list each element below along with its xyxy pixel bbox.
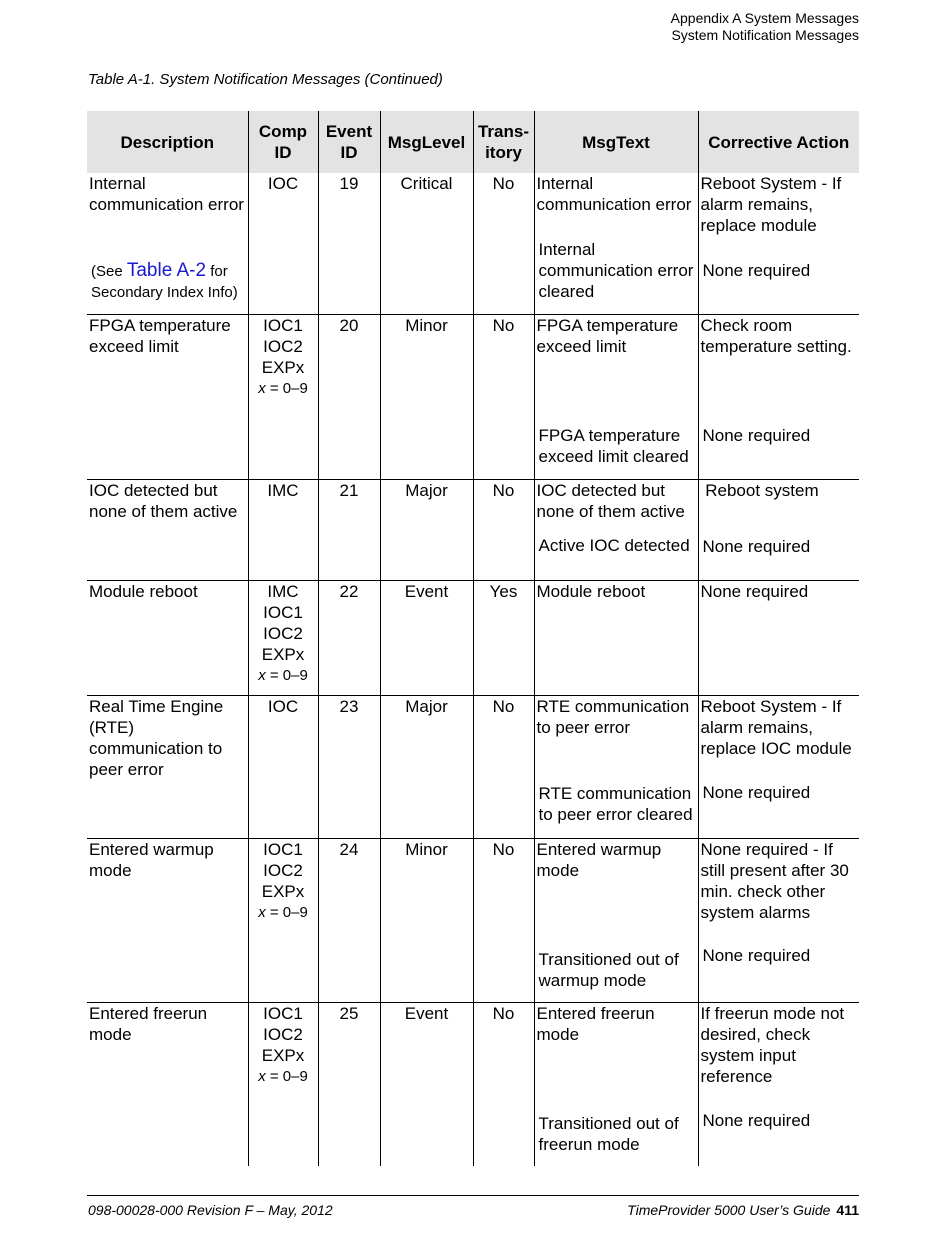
running-header-section: System Notification Messages xyxy=(671,27,859,43)
msglevel-cell: Major xyxy=(380,479,473,580)
action-cell xyxy=(698,695,859,838)
event-id-cell: 24 xyxy=(318,838,380,1002)
msgtext-clear: Internal communication error cleared xyxy=(538,240,694,301)
running-header-chapter: Appendix A System Messages xyxy=(670,10,859,26)
msgtext-cell xyxy=(534,173,698,314)
transitory-cell: Yes xyxy=(473,580,534,695)
msglevel-cell: Event xyxy=(380,1002,473,1166)
col-header-msgtext: MsgText xyxy=(534,111,698,173)
col-header-comp-id: Comp ID xyxy=(248,111,318,173)
range-note: x = 0–9 xyxy=(258,903,308,921)
action-set: If freerun mode not desired, check system input reference xyxy=(700,1003,845,1086)
msgtext-set: Entered warmup mode xyxy=(536,839,662,880)
msgtext-cell xyxy=(534,479,698,580)
transitory-cell: No xyxy=(473,695,534,838)
action-clear: None required xyxy=(702,945,811,965)
table-row xyxy=(87,1002,859,1166)
msgtext-set: Entered freerun mode xyxy=(536,1003,655,1044)
event-id-cell: 19 xyxy=(318,173,380,314)
action-set: None required - If still present after 30 min. check other system alarms xyxy=(700,839,849,922)
transitory-cell: No xyxy=(473,173,534,314)
action-cell: None required xyxy=(698,580,859,695)
range-note: x = 0–9 xyxy=(258,379,308,397)
action-clear: None required xyxy=(702,782,811,802)
comp-id-cell: IOC1 IOC2 EXPx x = 0–9 xyxy=(248,1002,318,1166)
footer-rule xyxy=(87,1195,859,1196)
description-cell: Module reboot xyxy=(87,580,248,695)
col-header-event-id: Event ID xyxy=(318,111,380,173)
table-row xyxy=(87,173,859,314)
table-header-row xyxy=(87,111,859,173)
comp-id-cell: IOC1 IOC2 EXPx x = 0–9 xyxy=(248,838,318,1002)
description-cell: Real Time Engine (RTE) communication to peer error xyxy=(87,695,248,838)
comp-id-cell: IOC1 IOC2 EXPx x = 0–9 xyxy=(248,314,318,479)
action-set: Reboot System - If alarm remains, replace module xyxy=(700,174,842,235)
see-note: (See Table A-2 for Secondary Index Info) xyxy=(91,260,238,301)
action-clear: None required xyxy=(702,425,811,445)
action-cell xyxy=(698,838,859,1002)
event-id-cell: 25 xyxy=(318,1002,380,1166)
msgtext-clear: Active IOC detected xyxy=(538,535,690,555)
col-header-corrective-action: Corrective Action xyxy=(698,111,859,173)
action-cell xyxy=(698,479,859,580)
msgtext-cell xyxy=(534,838,698,1002)
action-cell xyxy=(698,1002,859,1166)
event-id-cell: 23 xyxy=(318,695,380,838)
msgtext-set: Internal communication error xyxy=(536,174,692,214)
msgtext-cell xyxy=(534,314,698,479)
msgtext-clear: FPGA temperature exceed limit cleared xyxy=(538,425,689,466)
range-note: x = 0–9 xyxy=(258,1067,308,1085)
action-cell xyxy=(698,314,859,479)
range-note: x = 0–9 xyxy=(258,666,308,684)
table-row xyxy=(87,695,859,838)
msgtext-cell xyxy=(534,695,698,838)
transitory-cell: No xyxy=(473,1002,534,1166)
transitory-cell: No xyxy=(473,479,534,580)
action-clear: None required xyxy=(702,261,811,280)
table-row xyxy=(87,838,859,1002)
event-id-cell: 22 xyxy=(318,580,380,695)
event-id-cell: 20 xyxy=(318,314,380,479)
table-a-2-link[interactable]: Table A-2 xyxy=(126,260,207,281)
table-row xyxy=(87,314,859,479)
msgtext-set: FPGA temperature exceed limit xyxy=(536,315,679,356)
col-header-description: Description xyxy=(87,111,248,173)
msgtext-cell: Module reboot xyxy=(534,580,698,695)
transitory-cell: No xyxy=(473,314,534,479)
table-row xyxy=(87,479,859,580)
msglevel-cell: Major xyxy=(380,695,473,838)
footer-revision: 098-00028-000 Revision F – May, 2012 xyxy=(88,1202,333,1218)
description-cell: Entered freerun mode xyxy=(87,1002,248,1166)
action-set: Reboot system xyxy=(700,480,819,500)
footer-guide: TimeProvider 5000 User’s Guide 411 xyxy=(627,1202,859,1218)
action-set: Reboot System - If alarm remains, replace IOC module xyxy=(700,696,852,758)
action-set: Check room temperature setting. xyxy=(700,315,852,356)
comp-id-cell: IOC xyxy=(248,173,318,314)
event-id-cell: 21 xyxy=(318,479,380,580)
msgtext-clear: Transitioned out of freerun mode xyxy=(538,1113,679,1154)
notification-messages-table xyxy=(87,111,859,1166)
table-row xyxy=(87,580,859,695)
msglevel-cell: Event xyxy=(380,580,473,695)
comp-id-cell: IMC xyxy=(248,479,318,580)
comp-id-cell: IOC xyxy=(248,695,318,838)
transitory-cell: No xyxy=(473,838,534,1002)
description-cell xyxy=(87,173,248,314)
comp-id-cell: IMC IOC1 IOC2 EXPx x = 0–9 xyxy=(248,580,318,695)
description-text: Internal communication error xyxy=(89,174,244,214)
page-number: 411 xyxy=(836,1202,859,1218)
description-cell: FPGA temperature exceed limit xyxy=(87,314,248,479)
description-cell: Entered warmup mode xyxy=(87,838,248,1002)
description-cell: IOC detected but none of them active xyxy=(87,479,248,580)
msgtext-clear: Transitioned out of warmup mode xyxy=(538,949,679,990)
msglevel-cell: Critical xyxy=(380,173,473,314)
msgtext-clear: RTE communication to peer error cleared xyxy=(538,783,693,824)
table-caption: Table A-1. System Notification Messages (Continued) xyxy=(88,71,443,88)
action-clear: None required xyxy=(702,1110,811,1130)
msglevel-cell: Minor xyxy=(380,314,473,479)
msgtext-set: RTE communication to peer error xyxy=(536,696,690,737)
msglevel-cell: Minor xyxy=(380,838,473,1002)
msgtext-cell xyxy=(534,1002,698,1166)
action-cell xyxy=(698,173,859,314)
col-header-transitory: Trans- itory xyxy=(473,111,534,173)
msgtext-set: IOC detected but none of them active xyxy=(536,480,685,521)
col-header-msglevel: MsgLevel xyxy=(380,111,473,173)
action-clear: None required xyxy=(702,536,811,556)
